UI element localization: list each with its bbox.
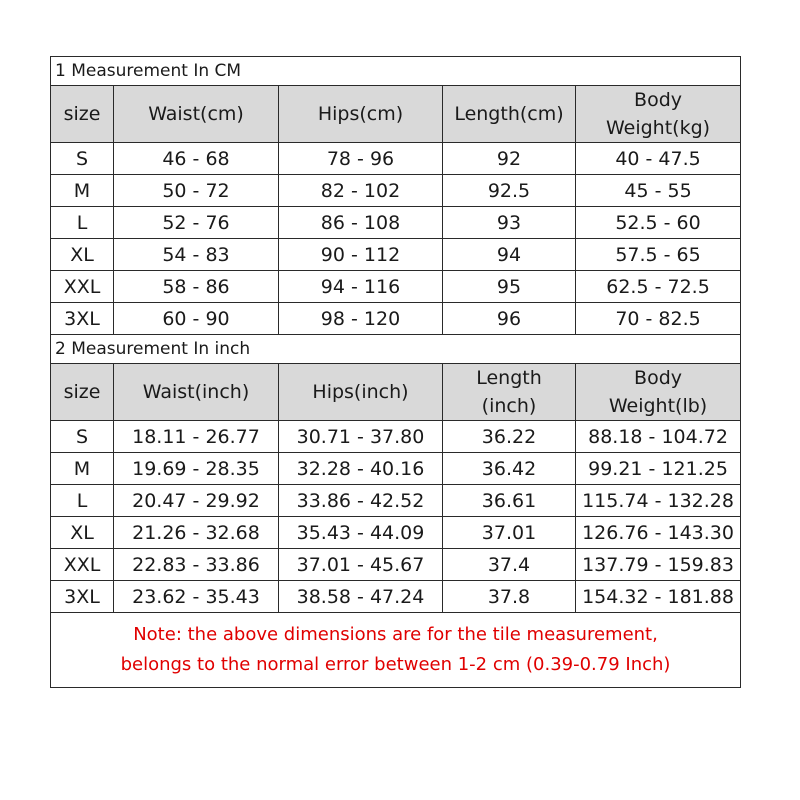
cell-body-weight: 62.5 - 72.5 (576, 271, 741, 303)
table-row (51, 453, 741, 485)
cell-length: 96 (443, 303, 576, 335)
note-row (51, 613, 741, 688)
cell-size: XXL (51, 549, 114, 581)
cell-waist: 50 - 72 (114, 175, 279, 207)
cell-length: 37.01 (443, 517, 576, 549)
cell-waist: 19.69 - 28.35 (114, 453, 279, 485)
cell-hips: 86 - 108 (279, 207, 443, 239)
cell-waist: 52 - 76 (114, 207, 279, 239)
table-row (51, 175, 741, 207)
header-waist: Waist(inch) (114, 364, 279, 421)
header-waist: Waist(cm) (114, 86, 279, 143)
cell-hips: 30.71 - 37.80 (279, 421, 443, 453)
cell-waist: 58 - 86 (114, 271, 279, 303)
cell-body-weight: 40 - 47.5 (576, 143, 741, 175)
table-row (51, 549, 741, 581)
cell-body-weight: 99.21 - 121.25 (576, 453, 741, 485)
table-row (51, 303, 741, 335)
cell-waist: 22.83 - 33.86 (114, 549, 279, 581)
cell-hips: 33.86 - 42.52 (279, 485, 443, 517)
cell-body-weight: 126.76 - 143.30 (576, 517, 741, 549)
header-size: size (51, 86, 114, 143)
cell-hips: 37.01 - 45.67 (279, 549, 443, 581)
header-body-weight-line: Weight(lb) (608, 395, 708, 417)
cell-body-weight: 57.5 - 65 (576, 239, 741, 271)
table-row (51, 239, 741, 271)
cell-length: 37.8 (443, 581, 576, 613)
cell-waist: 21.26 - 32.68 (114, 517, 279, 549)
cell-length: 95 (443, 271, 576, 303)
cell-body-weight: 115.74 - 132.28 (576, 485, 741, 517)
header-body-weight (576, 364, 741, 421)
header-body-weight-line: Body (634, 367, 682, 389)
table-row (51, 485, 741, 517)
cell-hips: 98 - 120 (279, 303, 443, 335)
cell-hips: 38.58 - 47.24 (279, 581, 443, 613)
note-line-1: Note: the above dimensions are for the tile measurement, (133, 624, 658, 645)
cell-size: 3XL (51, 303, 114, 335)
cell-length: 37.4 (443, 549, 576, 581)
size-chart-table (50, 56, 741, 688)
table-row (51, 271, 741, 303)
cell-waist: 60 - 90 (114, 303, 279, 335)
header-length-line: Length (476, 367, 542, 389)
cell-size: XL (51, 517, 114, 549)
cell-body-weight: 154.32 - 181.88 (576, 581, 741, 613)
cell-size: XXL (51, 271, 114, 303)
header-body-weight-line: Weight(kg) (605, 117, 711, 139)
cell-size: S (51, 143, 114, 175)
cell-size: S (51, 421, 114, 453)
cell-length: 36.42 (443, 453, 576, 485)
cell-waist: 46 - 68 (114, 143, 279, 175)
cell-hips: 78 - 96 (279, 143, 443, 175)
cell-body-weight: 52.5 - 60 (576, 207, 741, 239)
cell-length: 36.61 (443, 485, 576, 517)
cell-length: 93 (443, 207, 576, 239)
cell-waist: 20.47 - 29.92 (114, 485, 279, 517)
cell-length: 36.22 (443, 421, 576, 453)
header-hips: Hips(cm) (279, 86, 443, 143)
section-title-row (51, 57, 741, 86)
cell-hips: 32.28 - 40.16 (279, 453, 443, 485)
header-length (443, 364, 576, 421)
cell-size: L (51, 207, 114, 239)
size-chart-body (51, 57, 741, 613)
header-row (51, 86, 741, 143)
table-row (51, 421, 741, 453)
header-body-weight (576, 86, 741, 143)
table-row (51, 581, 741, 613)
cell-waist: 54 - 83 (114, 239, 279, 271)
section-title-row (51, 335, 741, 364)
cell-body-weight: 70 - 82.5 (576, 303, 741, 335)
header-hips: Hips(inch) (279, 364, 443, 421)
table-row (51, 143, 741, 175)
header-body-weight-line: Body (634, 89, 682, 111)
header-row (51, 364, 741, 421)
cell-body-weight: 88.18 - 104.72 (576, 421, 741, 453)
header-size: size (51, 364, 114, 421)
cell-size: M (51, 175, 114, 207)
cell-waist: 18.11 - 26.77 (114, 421, 279, 453)
cell-length: 92.5 (443, 175, 576, 207)
cell-size: 3XL (51, 581, 114, 613)
cell-body-weight: 45 - 55 (576, 175, 741, 207)
header-length-line: (inch) (481, 395, 537, 417)
cell-waist: 23.62 - 35.43 (114, 581, 279, 613)
section-title: 2 Measurement In inch (51, 335, 741, 364)
cell-body-weight: 137.79 - 159.83 (576, 549, 741, 581)
note-line-2: belongs to the normal error between 1-2 cm (0.39-0.79 Inch) (120, 654, 671, 675)
cell-size: L (51, 485, 114, 517)
cell-hips: 35.43 - 44.09 (279, 517, 443, 549)
section-title: 1 Measurement In CM (51, 57, 741, 86)
table-row (51, 207, 741, 239)
cell-length: 92 (443, 143, 576, 175)
cell-size: XL (51, 239, 114, 271)
cell-size: M (51, 453, 114, 485)
cell-hips: 94 - 116 (279, 271, 443, 303)
table-row (51, 517, 741, 549)
header-length: Length(cm) (443, 86, 576, 143)
cell-length: 94 (443, 239, 576, 271)
cell-hips: 82 - 102 (279, 175, 443, 207)
cell-hips: 90 - 112 (279, 239, 443, 271)
note-cell (51, 613, 741, 688)
